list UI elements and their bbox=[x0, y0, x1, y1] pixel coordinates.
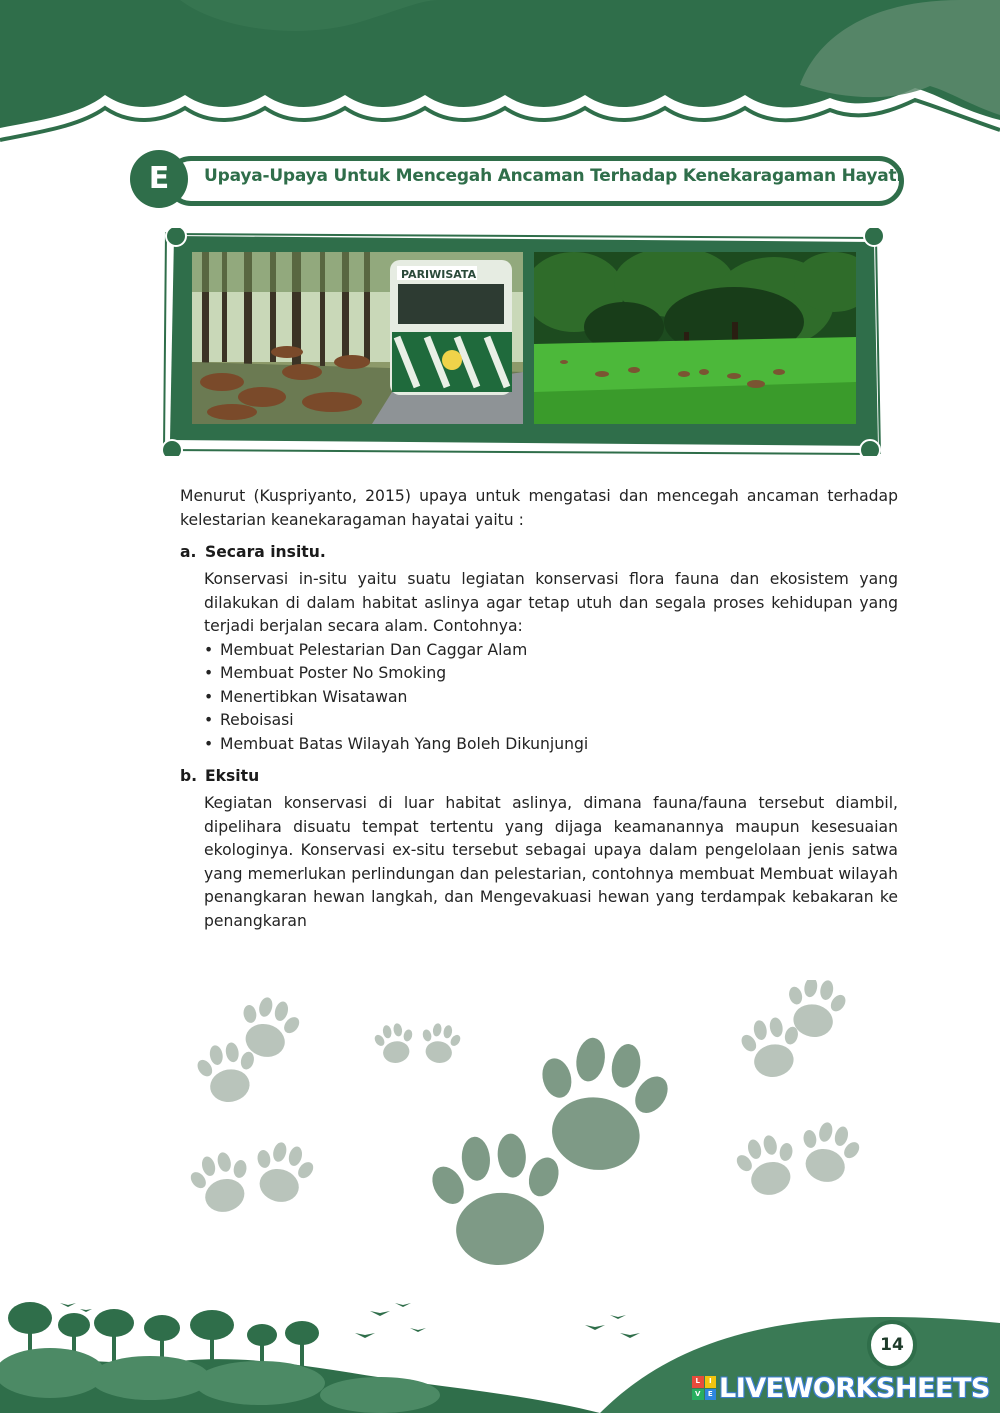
section-b-title: Eksitu bbox=[205, 767, 260, 785]
logo-letter: E bbox=[705, 1389, 717, 1401]
intro-text: Menurut (Kuspriyanto, 2015) upaya untuk mengatasi dan mencegah ancaman terhadap kelestarian keanekaragaman hayatai yaitu : bbox=[180, 487, 898, 529]
list-item: • Reboisasi bbox=[204, 709, 898, 733]
liveworksheets-watermark bbox=[692, 1373, 990, 1403]
section-title: Upaya-Upaya Untuk Mencegah Ancaman Terhadap Kenekaragaman Hayati bbox=[204, 166, 903, 186]
logo-letter: I bbox=[705, 1376, 717, 1388]
section-letter-badge: E bbox=[130, 150, 188, 208]
page-number: 14 bbox=[867, 1320, 917, 1370]
bus-sign-text: PARIWISATA bbox=[401, 268, 477, 281]
logo-letter: L bbox=[692, 1376, 704, 1388]
section-a-title: Secara insitu. bbox=[205, 543, 326, 561]
section-header bbox=[130, 150, 903, 206]
section-a-number: a. bbox=[180, 543, 197, 561]
intro-paragraph bbox=[180, 485, 898, 532]
list-item: • Menertibkan Wisatawan bbox=[204, 686, 898, 710]
list-item: • Membuat Poster No Smoking bbox=[204, 662, 898, 686]
liveworksheets-logo-icon bbox=[692, 1376, 716, 1400]
section-a-bullet-list bbox=[204, 639, 898, 757]
section-b-body bbox=[204, 792, 898, 933]
section-b-number: b. bbox=[180, 767, 198, 785]
section-a-heading bbox=[180, 543, 326, 561]
top-wave-decoration bbox=[0, 0, 1000, 160]
section-a-text: Konservasi in-situ yaitu suatu legiatan konservasi flora fauna dan ekosistem yang dilakukan di dalam habitat aslinya agar tetap utuh dan segala proses kehidupan yang terjadi berjalan secara alam. Contohnya: bbox=[204, 570, 898, 635]
section-a-body bbox=[204, 568, 898, 756]
section-b-heading bbox=[180, 767, 259, 785]
photo-deer-meadow bbox=[534, 252, 856, 424]
watermark-text: LIVEWORKSHEETS bbox=[719, 1372, 990, 1404]
section-b-text: Kegiatan konservasi di luar habitat aslinya, dimana fauna/fauna tersebut diambil, dipelihara disuatu tempat tertentu yang dijaga keamanannya maupun kesesuaian ekologinya. Konservasi ex-situ tersebut sebagai upaya dalam pengelolaan jenis satwa yang memerlukan perlindungan dan pelestarian, contohnya membuat Membuat wilayah penangkaran hewan langkah, dan Mengevakuasi hewan yang terdampak kebakaran ke penangkaran bbox=[204, 794, 898, 930]
paw-prints-decoration bbox=[0, 980, 1000, 1280]
photo-frame bbox=[160, 228, 885, 456]
list-item: • Membuat Pelestarian Dan Caggar Alam bbox=[204, 639, 898, 663]
logo-letter: V bbox=[692, 1389, 704, 1401]
list-item: • Membuat Batas Wilayah Yang Boleh Dikunjungi bbox=[204, 733, 898, 757]
photo-deer-safari-bus bbox=[192, 252, 523, 424]
